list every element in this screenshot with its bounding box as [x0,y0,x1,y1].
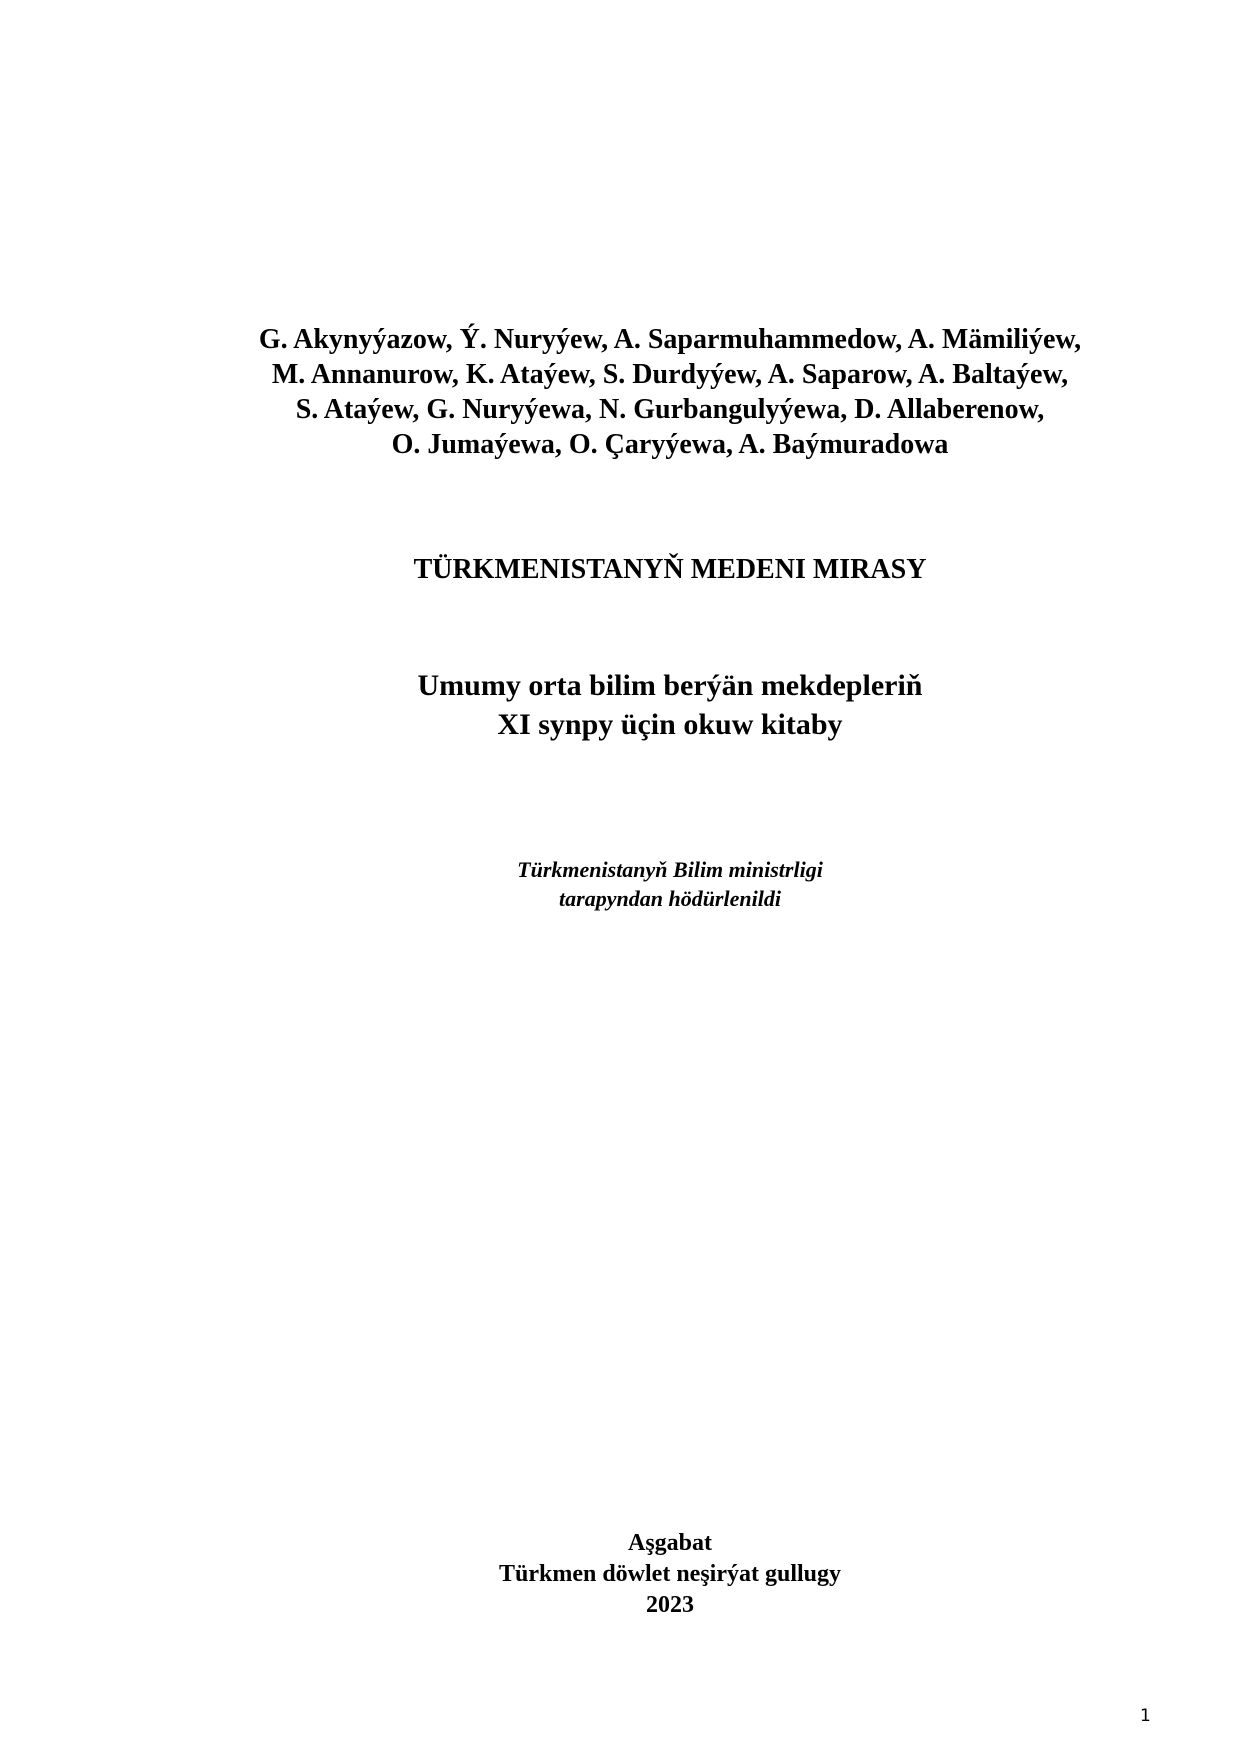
authors-list [100,322,1240,462]
recommendation-line: tarapyndan hödürlenildi [559,886,781,911]
authors-line: G. Akynyýazow, Ý. Nuryýew, A. Saparmuhammedow, A. Mämiliýew, [258,324,1082,355]
ministry-recommendation [100,855,1240,913]
book-title: TÜRKMENISTANYŇ MEDENI MIRASY [413,554,927,585]
imprint-city: Aşgabat [627,1530,712,1556]
book-subtitle [100,666,1240,744]
imprint-publisher: Türkmen döwlet neşirýat gullugy [498,1561,842,1587]
authors-line: M. Annanurow, K. Ataýew, S. Durdyýew, A. Saparow, A. Baltaýew, [271,359,1069,390]
imprint [100,1528,1240,1621]
recommendation-line: Türkmenistanyň Bilim ministrligi [517,857,823,882]
subtitle-line: XI synpy üçin okuw kitaby [497,708,843,741]
page-number: 1 [1140,1706,1151,1726]
authors-line: O. Jumaýewa, O. Çaryýewa, A. Baýmuradowa [391,429,949,460]
imprint-year: 2023 [646,1592,694,1618]
authors-line: S. Ataýew, G. Nuryýewa, N. Gurbangulyýewa, D. Allaberenow, [295,394,1045,425]
subtitle-line: Umumy orta bilim berýän mekdepleriň [417,669,923,702]
